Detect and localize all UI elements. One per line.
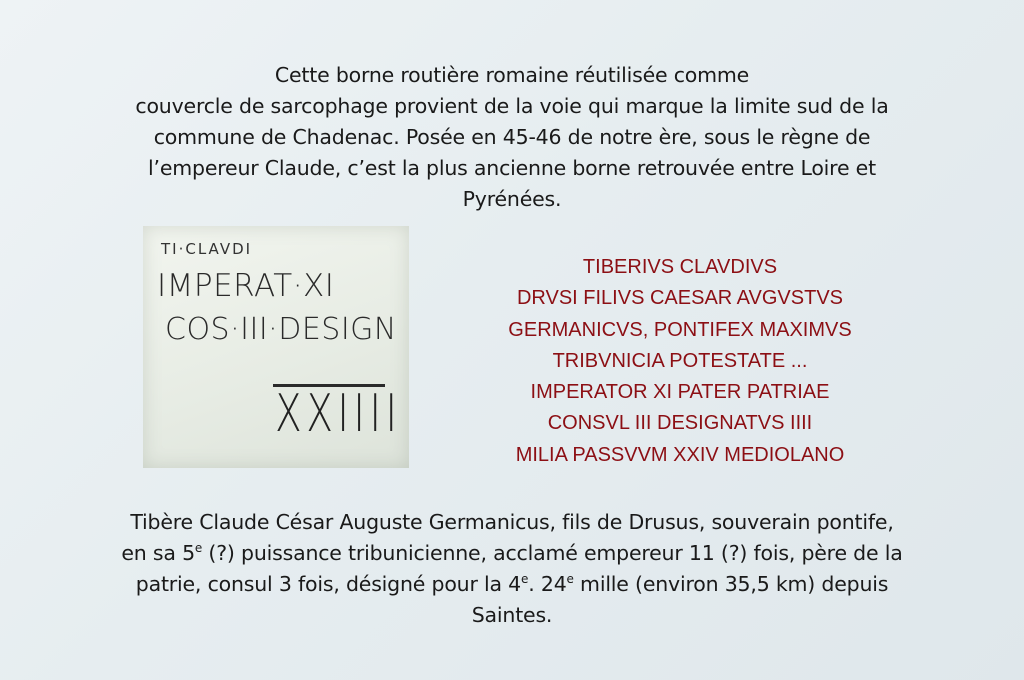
inscription-line-3: COS·III·DESIGN <box>165 312 397 347</box>
intro-line: Cette borne routière romaine réutilisée comme <box>274 63 750 87</box>
translation-text: . 24 <box>528 572 567 596</box>
ordinal-superscript: e <box>566 572 574 586</box>
translation-text: en sa 5 <box>121 541 195 565</box>
ordinal-superscript: e <box>194 541 203 555</box>
latin-line: DRVSI FILIVS CAESAR AVGVSTVS <box>516 287 844 310</box>
intro-line: l’empereur Claude, c’est la plus ancienne borne retrouvée entre Loire et <box>148 156 876 180</box>
translation-text: (?) puissance tribunicienne, acclamé empereur 11 (?) fois, père de la <box>202 541 903 565</box>
intro-line: commune de Chadenac. Posée en 45-46 de notre ère, sous le règne de <box>153 125 871 149</box>
inscription-line-2: IMPERAT·XI <box>157 268 335 304</box>
latin-line: TIBERIVS CLAVDIVS <box>582 256 778 278</box>
latin-line: MILIA PASSVVM XXIV MEDIOLANO <box>515 443 845 466</box>
latin-line: CONSVL III DESIGNATVS IIII <box>547 412 813 435</box>
inscription-line-1: TI·CLAVDI <box>161 240 253 258</box>
translation-text: mille (environ 35,5 km) depuis <box>573 572 889 596</box>
ordinal-superscript: e <box>521 572 529 586</box>
intro-paragraph <box>60 60 964 215</box>
latin-line: IMPERATOR XI PATER PATRIAE <box>530 381 830 404</box>
inscription-photo <box>143 226 409 468</box>
translation-text: patrie, consul 3 fois, désigné pour la 4 <box>135 572 522 596</box>
intro-line: Pyrénées. <box>462 187 562 211</box>
inscription-numeral: XXIIII <box>275 384 402 444</box>
intro-line: couvercle de sarcophage provient de la voie qui marque la limite sud de la <box>135 94 889 118</box>
french-translation <box>60 507 964 631</box>
translation-line-4: Saintes. <box>471 603 553 627</box>
latin-transcription <box>450 252 910 471</box>
translation-line-3 <box>60 569 964 600</box>
translation-line-2 <box>60 538 964 569</box>
latin-line: TRIBVNICIA POTESTATE ... <box>552 349 808 372</box>
translation-line-1: Tibère Claude César Auguste Germanicus, fils de Drusus, souverain pontife, <box>130 510 894 534</box>
latin-line: GERMANICVS, PONTIFEX MAXIMVS <box>508 318 852 341</box>
